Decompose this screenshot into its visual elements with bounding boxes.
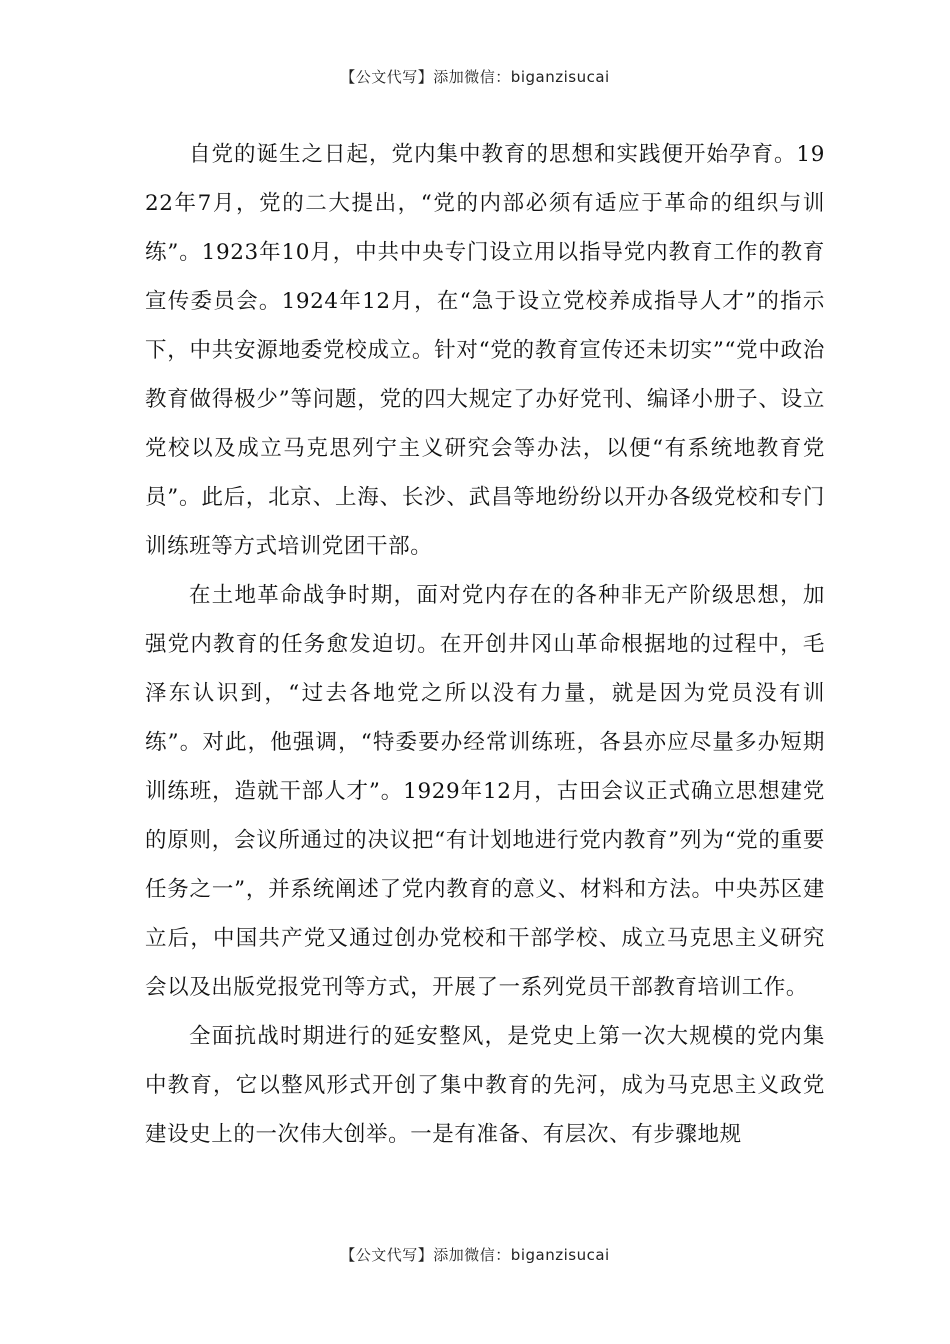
page-header-watermark: 【公文代写】添加微信：biganzisucai [340, 68, 610, 86]
paragraph-2: 在土地革命战争时期，面对党内存在的各种非无产阶级思想，加强党内教育的任务愈发迫切。在开创井冈山革命根据地的过程中，毛泽东认识到，“过去各地党之所以没有力量，就是因为党员没有训练”。对此，他强调，“特委要办经常训练班，各县亦应尽量多办短期训练班，造就干部人才”。1929年12月，古田会议正式确立思想建党的原则，会议所通过的决议把“有计划地进行党内教育”列为“党的重要任务之一”，并系统阐述了党内教育的意义、材料和方法。中央苏区建立后，中国共产党又通过创办党校和干部学校、成立马克思主义研究会以及出版党报党刊等方式，开展了一系列党员干部教育培训工作。 [145, 583, 825, 1000]
page-footer-watermark: 【公文代写】添加微信：biganzisucai [340, 1246, 610, 1264]
document-body [145, 130, 825, 1159]
paragraph-3: 全面抗战时期进行的延安整风，是党史上第一次大规模的党内集中教育，它以整风形式开创了集中教育的先河，成为马克思主义政党建设史上的一次伟大创举。一是有准备、有层次、有步骤地规 [145, 1024, 825, 1147]
paragraph-1: 自党的诞生之日起，党内集中教育的思想和实践便开始孕育。1922年7月，党的二大提出，“党的内部必须有适应于革命的组织与训练”。1923年10月，中共中央专门设立用以指导党内教育工作的教育宣传委员会。1924年12月，在“急于设立党校养成指导人才”的指示下，中共安源地委党校成立。针对“党的教育宣传还未切实”“党中政治教育做得极少”等问题，党的四大规定了办好党刊、编译小册子、设立党校以及成立马克思列宁主义研究会等办法，以便“有系统地教育党员”。此后，北京、上海、长沙、武昌等地纷纷以开办各级党校和专门训练班等方式培训党团干部。 [145, 142, 825, 559]
